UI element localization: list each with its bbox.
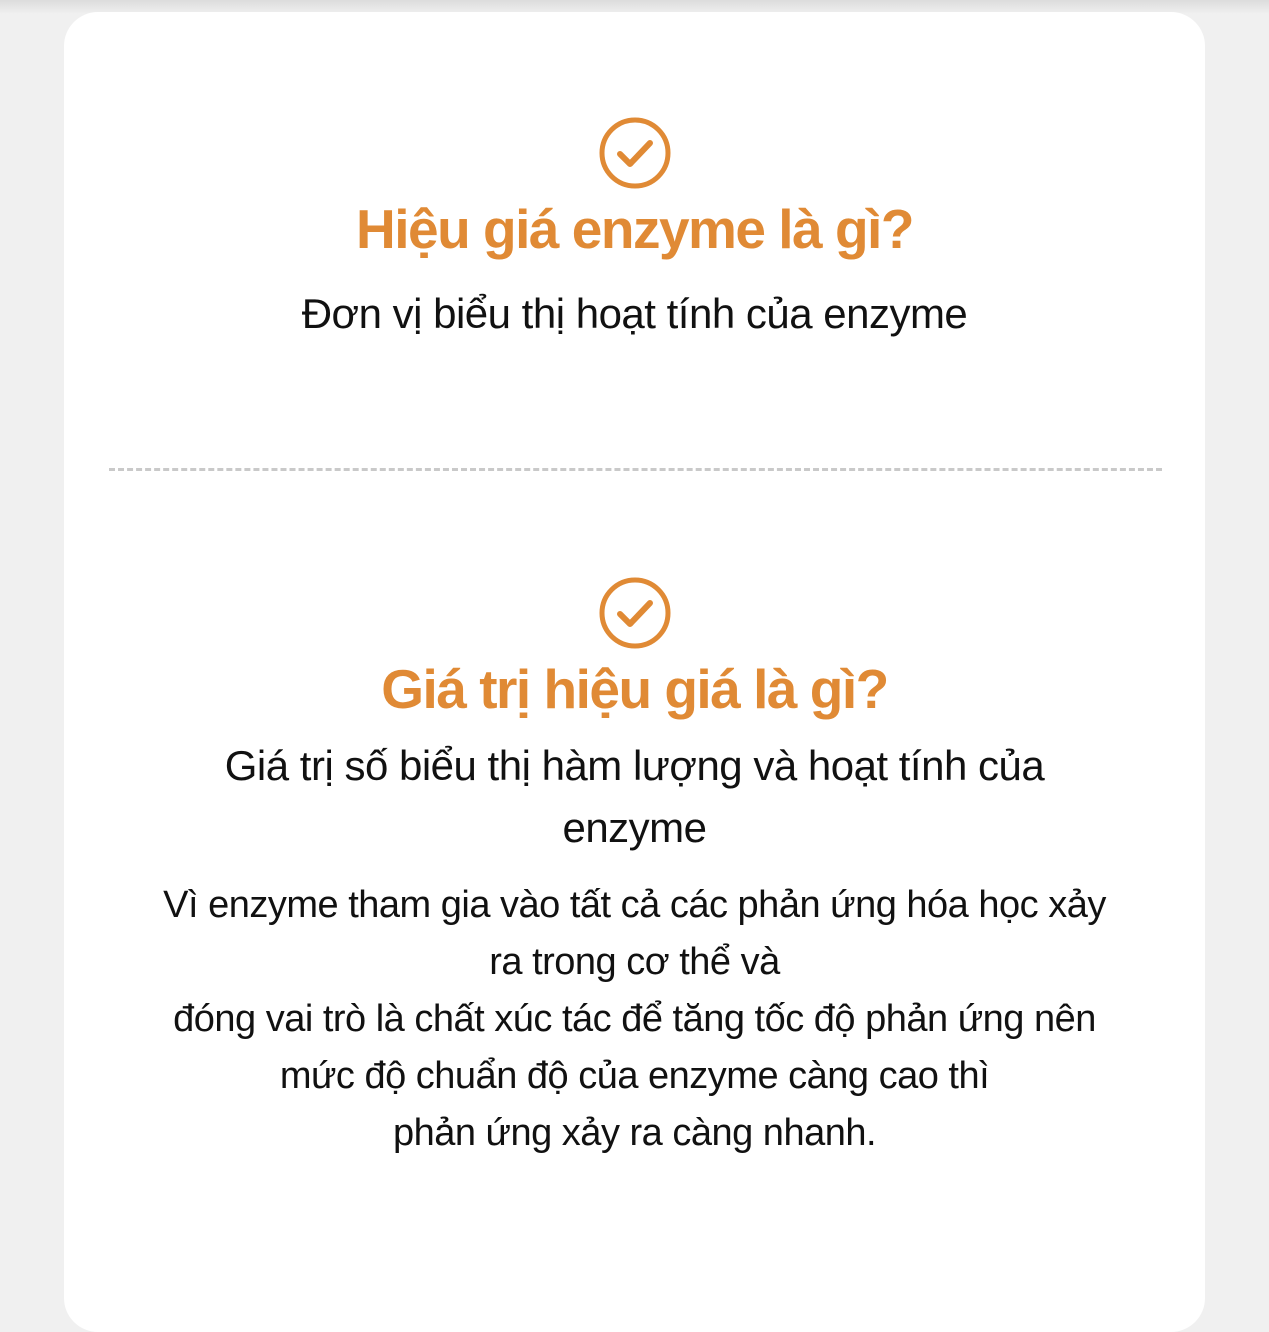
check-circle-icon	[598, 116, 672, 190]
section-title: Giá trị hiệu giá là gì?	[381, 658, 888, 720]
check-circle-icon	[598, 576, 672, 650]
section-titer-value	[64, 576, 1205, 1162]
subtitle-line: enzyme	[562, 804, 707, 851]
description-line: đóng vai trò là chất xúc tác để tăng tốc độ phản ứng nên	[173, 998, 1096, 1040]
section-subtitle	[64, 735, 1205, 859]
dashed-divider	[109, 468, 1162, 471]
section-title: Hiệu giá enzyme là gì?	[356, 198, 913, 260]
info-card	[64, 12, 1205, 1332]
description-line: phản ứng xảy ra càng nhanh.	[392, 1112, 877, 1154]
description-line: Vì enzyme tham gia vào tất cả các phản ứng hóa học xảy	[163, 884, 1106, 926]
subtitle-line: Giá trị số biểu thị hàm lượng và hoạt tính của	[224, 742, 1045, 789]
description-line: mức độ chuẩn độ của enzyme càng cao thì	[279, 1055, 990, 1097]
section-enzyme-titer	[64, 116, 1205, 345]
description-line: ra trong cơ thể và	[489, 941, 780, 983]
section-subtitle: Đơn vị biểu thị hoạt tính của enzyme	[301, 290, 968, 337]
section-description	[105, 877, 1165, 1162]
